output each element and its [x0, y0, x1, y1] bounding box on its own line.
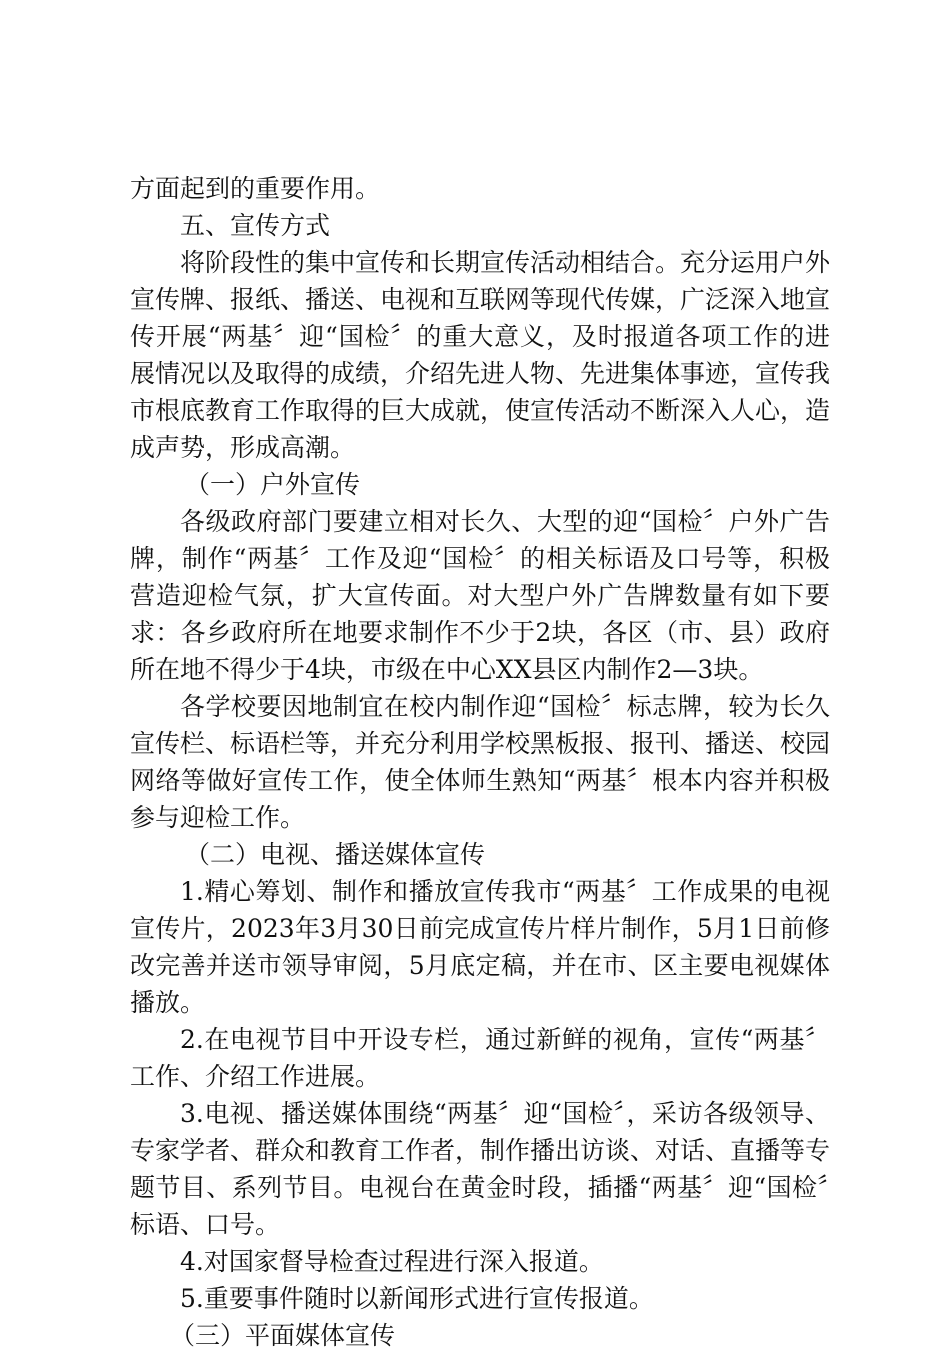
list-item-5: 5.重要事件随时以新闻形式进行宣传报道。	[180, 1284, 654, 1313]
paragraph-outdoor-billboards: 各级政府部门要建立相对长久、大型的迎“国检〞户外广告牌，制作“两基〞工作及迎“国检〞的相关标语及口号等，积极营造迎检气氛，扩大宣传面。对大型户外广告牌数量有如下要求：各乡政府所在地要求制作不少于2块，各区（市、县）政府所在地不得少于4块，市级在中心XX县区内制作2—3块。	[130, 507, 830, 684]
subheading-print-media-publicity: （三）平面媒体宣传	[170, 1321, 396, 1350]
subheading-outdoor-publicity: （一）户外宣传	[185, 470, 361, 499]
section-heading-publicity-methods: 五、宣传方式	[180, 211, 331, 240]
list-item-2: 2.在电视节目中开设专栏，通过新鲜的视角，宣传“两基〞工作、介绍工作进展。	[130, 1025, 830, 1091]
paragraph-publicity-overview: 将阶段性的集中宣传和长期宣传活动相结合。充分运用户外宣传牌、报纸、播送、电视和互联网等现代传媒，广泛深入地宣传开展“两基〞迎“国检〞的重大意义，及时报道各项工作的进展情况以及取得的成绩，介绍先进人物、先进集体事迹，宣传我市根底教育工作取得的巨大成就，使宣传活动不断深入人心，造成声势，形成高潮。	[130, 248, 831, 462]
list-item-3: 3.电视、播送媒体围绕“两基〞迎“国检〞，采访各级领导、专家学者、群众和教育工作者，制作播出访谈、对话、直播等专题节目、系列节目。电视台在黄金时段，插播“两基〞迎“国检〞标语、口号。	[130, 1099, 831, 1239]
list-item-1: 1.精心筹划、制作和播放宣传我市“两基〞工作成果的电视宣传片，2023年3月30日前完成宣传片样片制作，5月1日前修改完善并送市领导审阅，5月底定稿，并在市、区主要电视媒体播放。	[130, 877, 830, 1017]
paragraph-continuation: 方面起到的重要作用。	[130, 174, 381, 203]
list-item-4: 4.对国家督导检查过程进行深入报道。	[180, 1247, 604, 1276]
paragraph-school-publicity: 各学校要因地制宜在校内制作迎“国检〞标志牌，较为长久宣传栏、标语栏等，并充分利用学校黑板报、报刊、播送、校园网络等做好宣传工作，使全体师生熟知“两基〞根本内容并积极参与迎检工作。	[130, 692, 831, 832]
subheading-tv-broadcast-publicity: （二）电视、播送媒体宣传	[185, 840, 486, 869]
document-page	[130, 170, 830, 1354]
